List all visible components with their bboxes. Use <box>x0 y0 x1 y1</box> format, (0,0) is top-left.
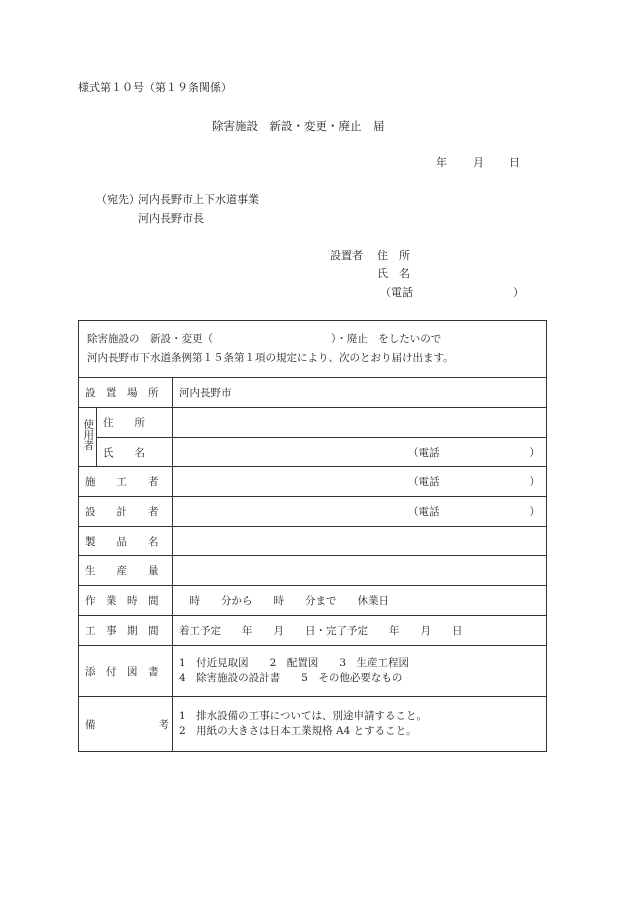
work-hours-label: 作 業 時 間 <box>79 586 173 616</box>
builder-tel-open: （電話 <box>408 476 440 488</box>
intro-line2: 河内長野市下水道条例第１５条第１項の規定により、次のとおり届け出ます。 <box>87 352 454 364</box>
intro-line1-b: ）・廃止 をしたいので <box>331 333 442 345</box>
user-address-label: 住 所 <box>97 408 173 438</box>
designer-value[interactable] <box>173 497 547 527</box>
user-name-label: 氏 名 <box>97 438 173 467</box>
designer-tel-close: ） <box>529 506 540 518</box>
applicant-address-label: 住 所 <box>377 249 410 262</box>
remarks-line1: 1 排水設備の工事については、別途申請すること。 <box>179 710 427 722</box>
date-day-label: 日 <box>509 156 520 169</box>
attachments-value <box>173 646 547 697</box>
user-name-value[interactable] <box>173 438 547 467</box>
location-label: 設 置 場 所 <box>79 378 173 408</box>
attachments-label: 添 付 図 書 <box>79 646 173 697</box>
addressee-line1: 河内長野市上下水道事業 <box>138 193 259 206</box>
location-row <box>79 378 547 408</box>
addressee-line2: 河内長野市長 <box>138 212 204 225</box>
construction-value[interactable]: 着工予定 年 月 日・完了予定 年 月 日 <box>173 616 547 646</box>
remarks-label: 備 考 <box>79 697 173 752</box>
attachments-line1: 1 付近見取図 2 配置図 3 生産工程図 <box>179 657 410 669</box>
product-row <box>79 527 547 556</box>
construction-label: 工 事 期 間 <box>79 616 173 646</box>
designer-tel-open: （電話 <box>408 506 440 518</box>
builder-label: 施 工 者 <box>79 467 173 497</box>
date-year-label: 年 <box>436 156 447 169</box>
date-month-label: 月 <box>473 156 484 169</box>
volume-value[interactable] <box>173 556 547 586</box>
form-number: 様式第１０号（第１９条関係） <box>78 81 232 94</box>
user-group-label: 使用者 <box>79 408 97 467</box>
user-tel-close: ） <box>529 446 540 459</box>
form-title: 除害施設 新設・変更・廃止 届 <box>212 119 385 133</box>
construction-row <box>79 616 547 646</box>
product-value[interactable] <box>173 527 547 556</box>
attachments-line2: 4 除害施設の設計書 5 その他必要なもの <box>179 672 403 684</box>
location-value[interactable]: 河内長野市 <box>173 378 547 408</box>
designer-label: 設 計 者 <box>79 497 173 527</box>
user-name-row <box>79 438 547 467</box>
volume-row <box>79 556 547 586</box>
work-hours-row <box>79 586 547 616</box>
attachments-row <box>79 646 547 697</box>
remarks-value <box>173 697 547 752</box>
addressee-prefix: （宛先） <box>96 193 140 206</box>
volume-label: 生 産 量 <box>79 556 173 586</box>
remarks-line2: 2 用紙の大きさは日本工業規格 A4 とすること。 <box>179 725 417 737</box>
intro-row <box>79 321 547 378</box>
applicant-tel-close: ） <box>513 286 524 299</box>
user-tel-open: （電話 <box>408 446 440 459</box>
product-label: 製 品 名 <box>79 527 173 556</box>
applicant-name-label: 氏 名 <box>377 267 410 280</box>
remarks-row <box>79 697 547 752</box>
applicant-label: 設置者 <box>330 249 363 262</box>
user-address-row <box>79 408 547 438</box>
intro-line1-a: 除害施設の 新設・変更（ <box>87 333 213 345</box>
builder-value[interactable] <box>173 467 547 497</box>
applicant-tel-open: （電話 <box>380 286 413 299</box>
work-hours-value[interactable]: 時 分から 時 分まで 休業日 <box>173 586 547 616</box>
builder-row <box>79 467 547 497</box>
builder-tel-close: ） <box>529 476 540 488</box>
designer-row <box>79 497 547 527</box>
user-address-value[interactable] <box>173 408 547 438</box>
application-table <box>78 320 547 752</box>
